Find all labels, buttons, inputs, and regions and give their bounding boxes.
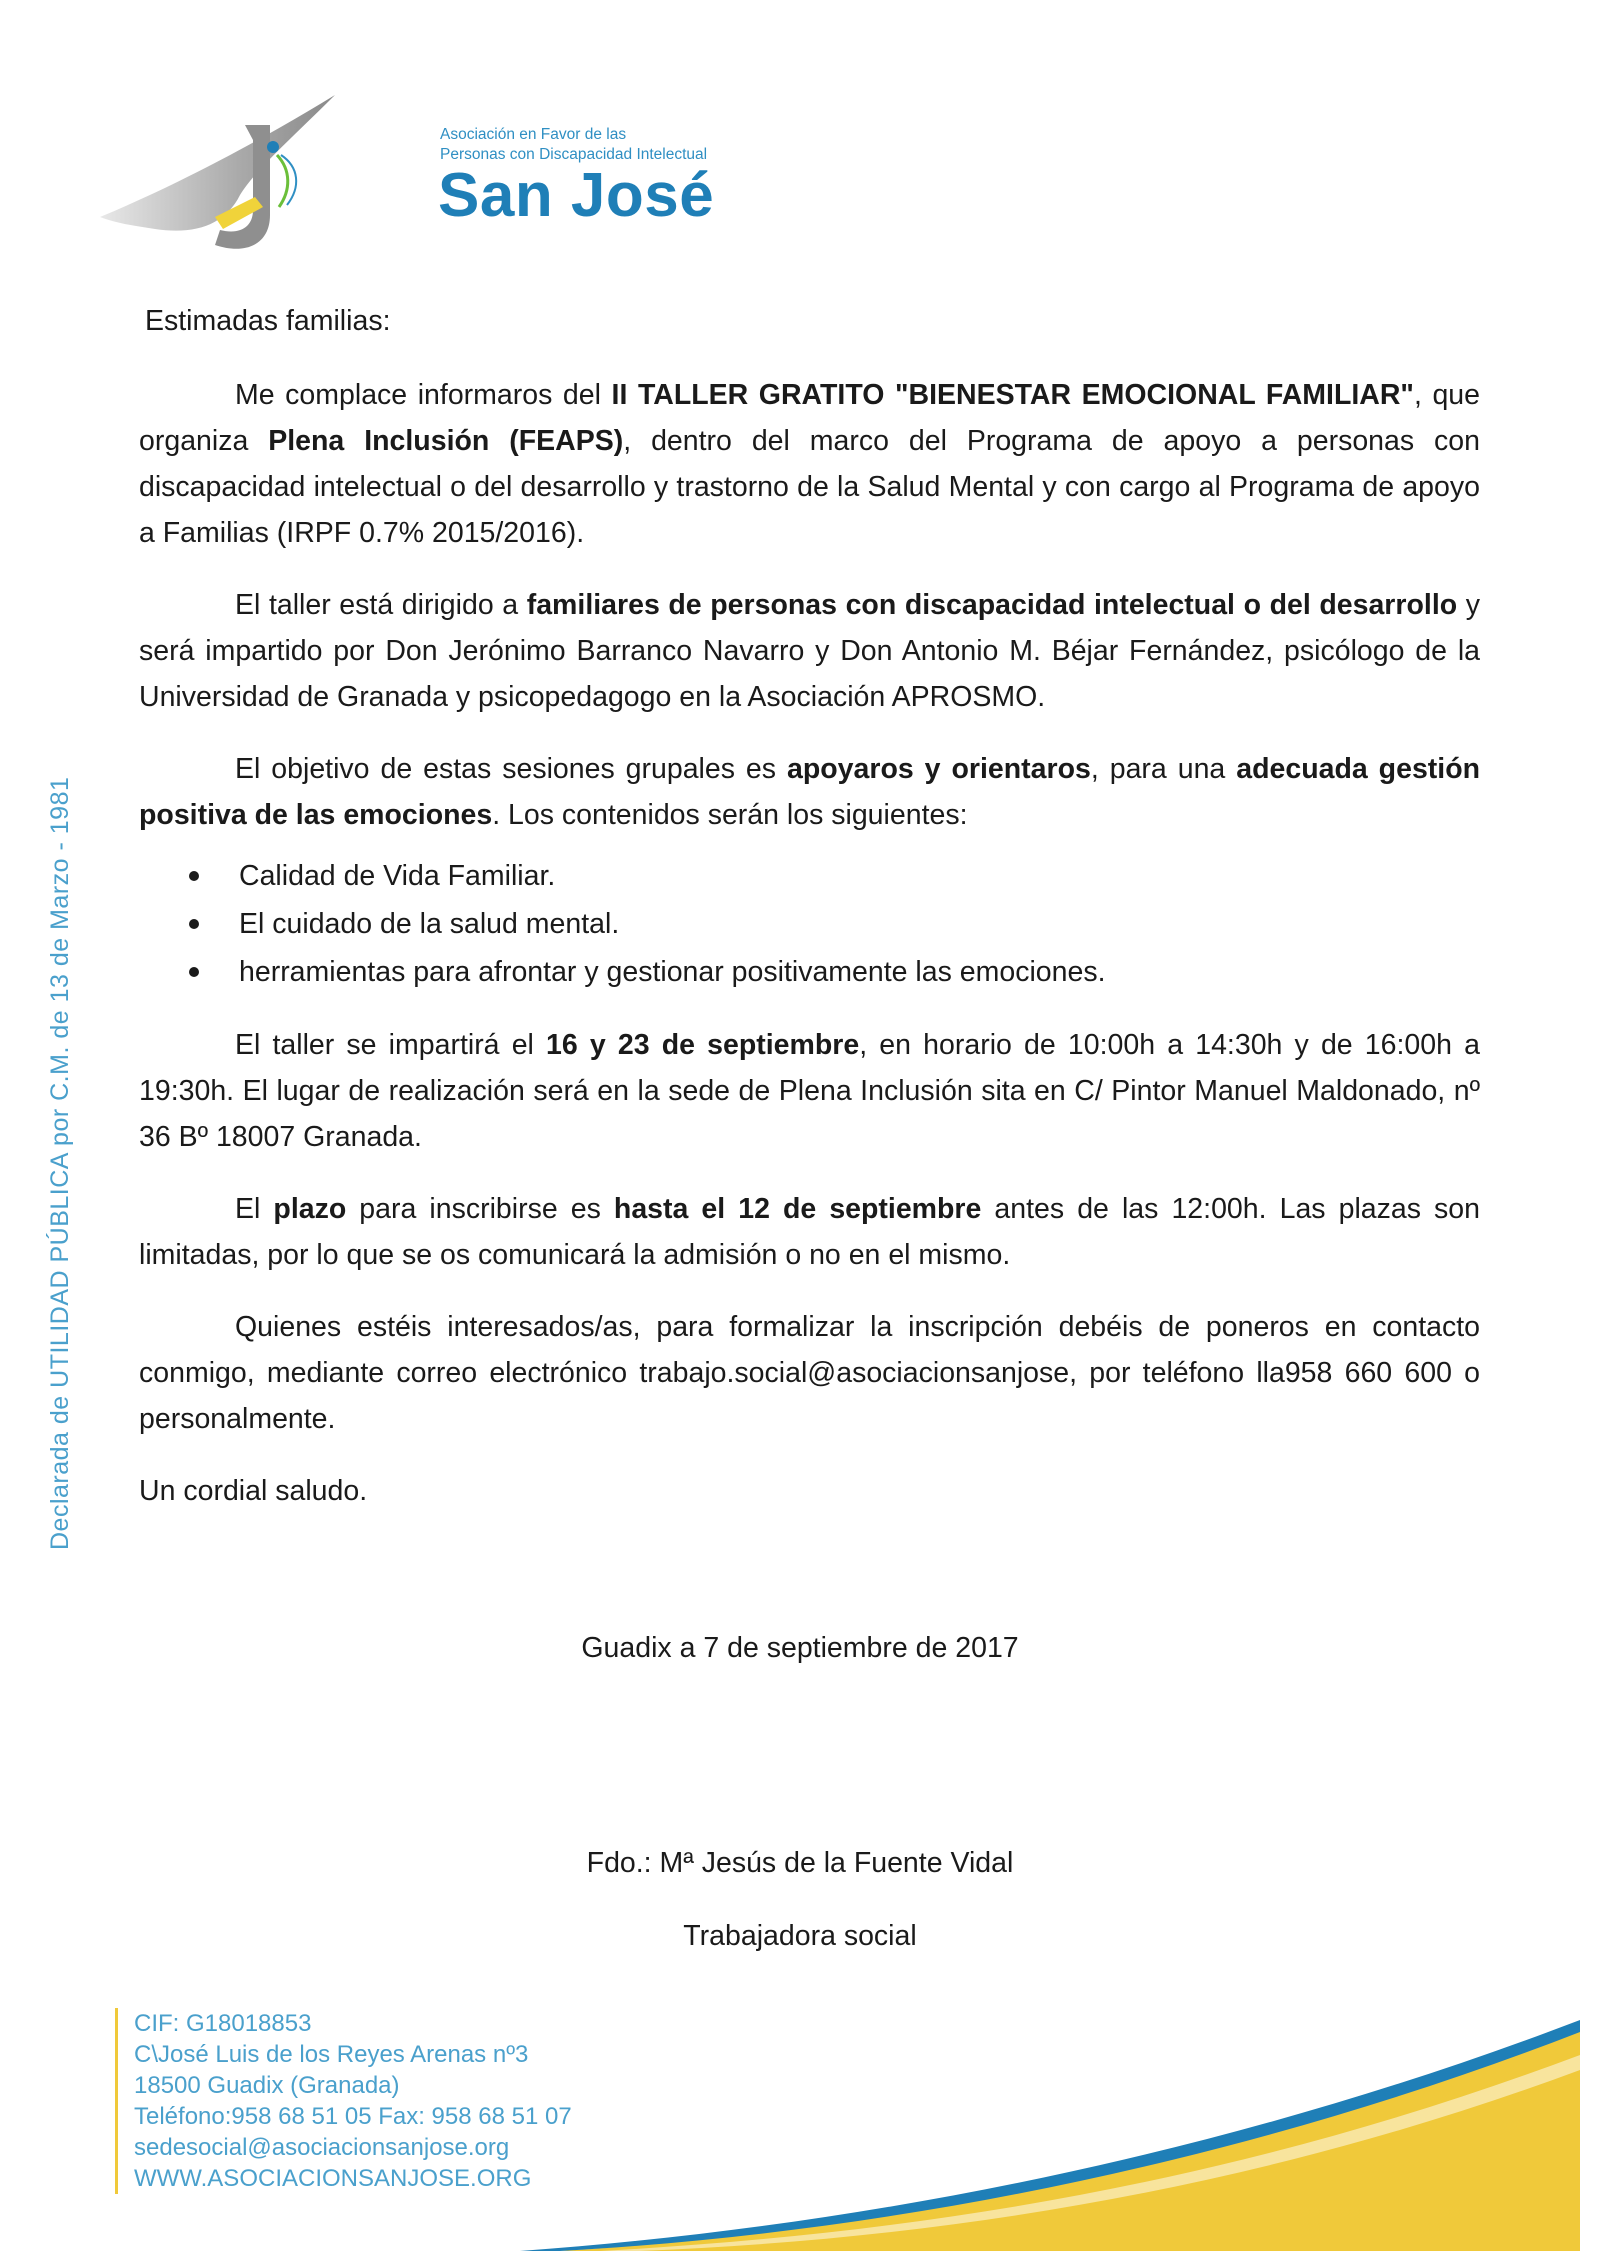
text: El taller se impartirá el xyxy=(235,1029,547,1061)
footer-city: 18500 Guadix (Granada) xyxy=(134,2072,400,2099)
objective: apoyaros y orientaros xyxy=(787,753,1091,785)
workshop-title: II TALLER GRATITO "BIENESTAR EMOCIONAL FAMILIAR" xyxy=(611,379,1414,411)
organization-logo xyxy=(95,95,715,255)
text: . Los contenidos serán los siguientes: xyxy=(492,799,968,831)
text: Me complace informaros del xyxy=(235,379,612,411)
footer-contact-info xyxy=(115,2008,572,2194)
text: , para una xyxy=(1090,753,1237,785)
contents-list xyxy=(189,852,1480,996)
list-item: Calidad de Vida Familiar. xyxy=(189,852,1480,900)
footer-phone: Teléfono:958 68 51 05 Fax: 958 68 51 07 xyxy=(134,2103,572,2130)
paragraph-deadline xyxy=(139,1186,1480,1278)
greeting: Estimadas familias: xyxy=(145,305,391,337)
logo-tagline-line-2: Personas con Discapacidad Intelectual xyxy=(440,146,708,163)
list-item: El cuidado de la salud mental. xyxy=(189,900,1480,948)
footer-address: C\José Luis de los Reyes Arenas nº3 xyxy=(134,2041,529,2068)
deadline-date: hasta el 12 de septiembre xyxy=(613,1193,982,1225)
footer-email[interactable]: sedesocial@asociacionsanjose.org xyxy=(134,2134,510,2161)
logo-tagline-line-1: Asociación en Favor de las xyxy=(440,126,627,143)
workshop-dates: 16 y 23 de septiembre xyxy=(546,1029,860,1061)
logo-name: San José xyxy=(438,161,715,230)
text: , que organiza xyxy=(139,379,1480,457)
list-item: herramientas para afrontar y gestionar positivamente las emociones. xyxy=(189,948,1480,996)
footer-website[interactable]: WWW.ASOCIACIONSANJOSE.ORG xyxy=(134,2165,532,2192)
date-line: Guadix a 7 de septiembre de 2017 xyxy=(581,1632,1019,1664)
paragraph-audience xyxy=(139,582,1480,720)
deadline-label: plazo xyxy=(273,1193,347,1225)
paragraph-objective xyxy=(139,746,1480,838)
letter-body xyxy=(139,372,1480,1540)
text: El taller está dirigido a xyxy=(235,589,527,621)
text: antes de las 12:00h. Las plazas son limitadas, por lo que se os comunicará la admisión o no en el mismo. xyxy=(139,1193,1480,1271)
paragraph-intro xyxy=(139,372,1480,556)
text: , dentro del marco del Programa de apoyo a personas con discapacidad intelectual o del desarrollo y trastorno de la Salud Mental y con cargo al Programa de apoyo a Familias (IRPF 0.7% 2015/2016). xyxy=(139,425,1480,549)
text: El xyxy=(235,1193,274,1225)
signer-role: Trabajadora social xyxy=(683,1920,917,1952)
text: El objetivo de estas sesiones grupales es xyxy=(235,753,787,785)
public-utility-declaration: Declarada de UTILIDAD PÚBLICA por C.M. de 13 de Marzo - 1981 xyxy=(46,776,74,1550)
organizer-name: Plena Inclusión (FEAPS) xyxy=(268,425,624,457)
text: para inscribirse es xyxy=(346,1193,614,1225)
text: y será impartido por Don Jerónimo Barranco Navarro y Don Antonio M. Béjar Fernández, psicólogo de la Universidad de Granada y psicopedagogo en la Asociación APROSMO. xyxy=(139,589,1481,713)
paragraph-contact: Quienes estéis interesados/as, para formalizar la inscripción debéis de poneros en contacto conmigo, mediante correo electrónico trabajo.social@asociacionsanjose, por teléfono lla958 660 600 o personalmente. xyxy=(139,1311,1480,1435)
closing: Un cordial saludo. xyxy=(139,1475,368,1507)
footer-cif: CIF: G18018853 xyxy=(134,2010,312,2037)
text: , en horario de 10:00h a 14:30h y de 16:00h a 19:30h. El lugar de realización será en la sede de Plena Inclusión sita en C/ Pintor Manuel Maldonado, nº 36 Bº 18007 Granada. xyxy=(139,1029,1480,1153)
objective-detail: adecuada gestión positiva de las emociones xyxy=(139,753,1481,831)
paragraph-schedule xyxy=(139,1022,1480,1160)
logo-emblem-icon xyxy=(95,95,365,255)
signature: Fdo.: Mª Jesús de la Fuente Vidal xyxy=(586,1847,1014,1879)
audience: familiares de personas con discapacidad intelectual o del desarrollo xyxy=(526,589,1458,621)
